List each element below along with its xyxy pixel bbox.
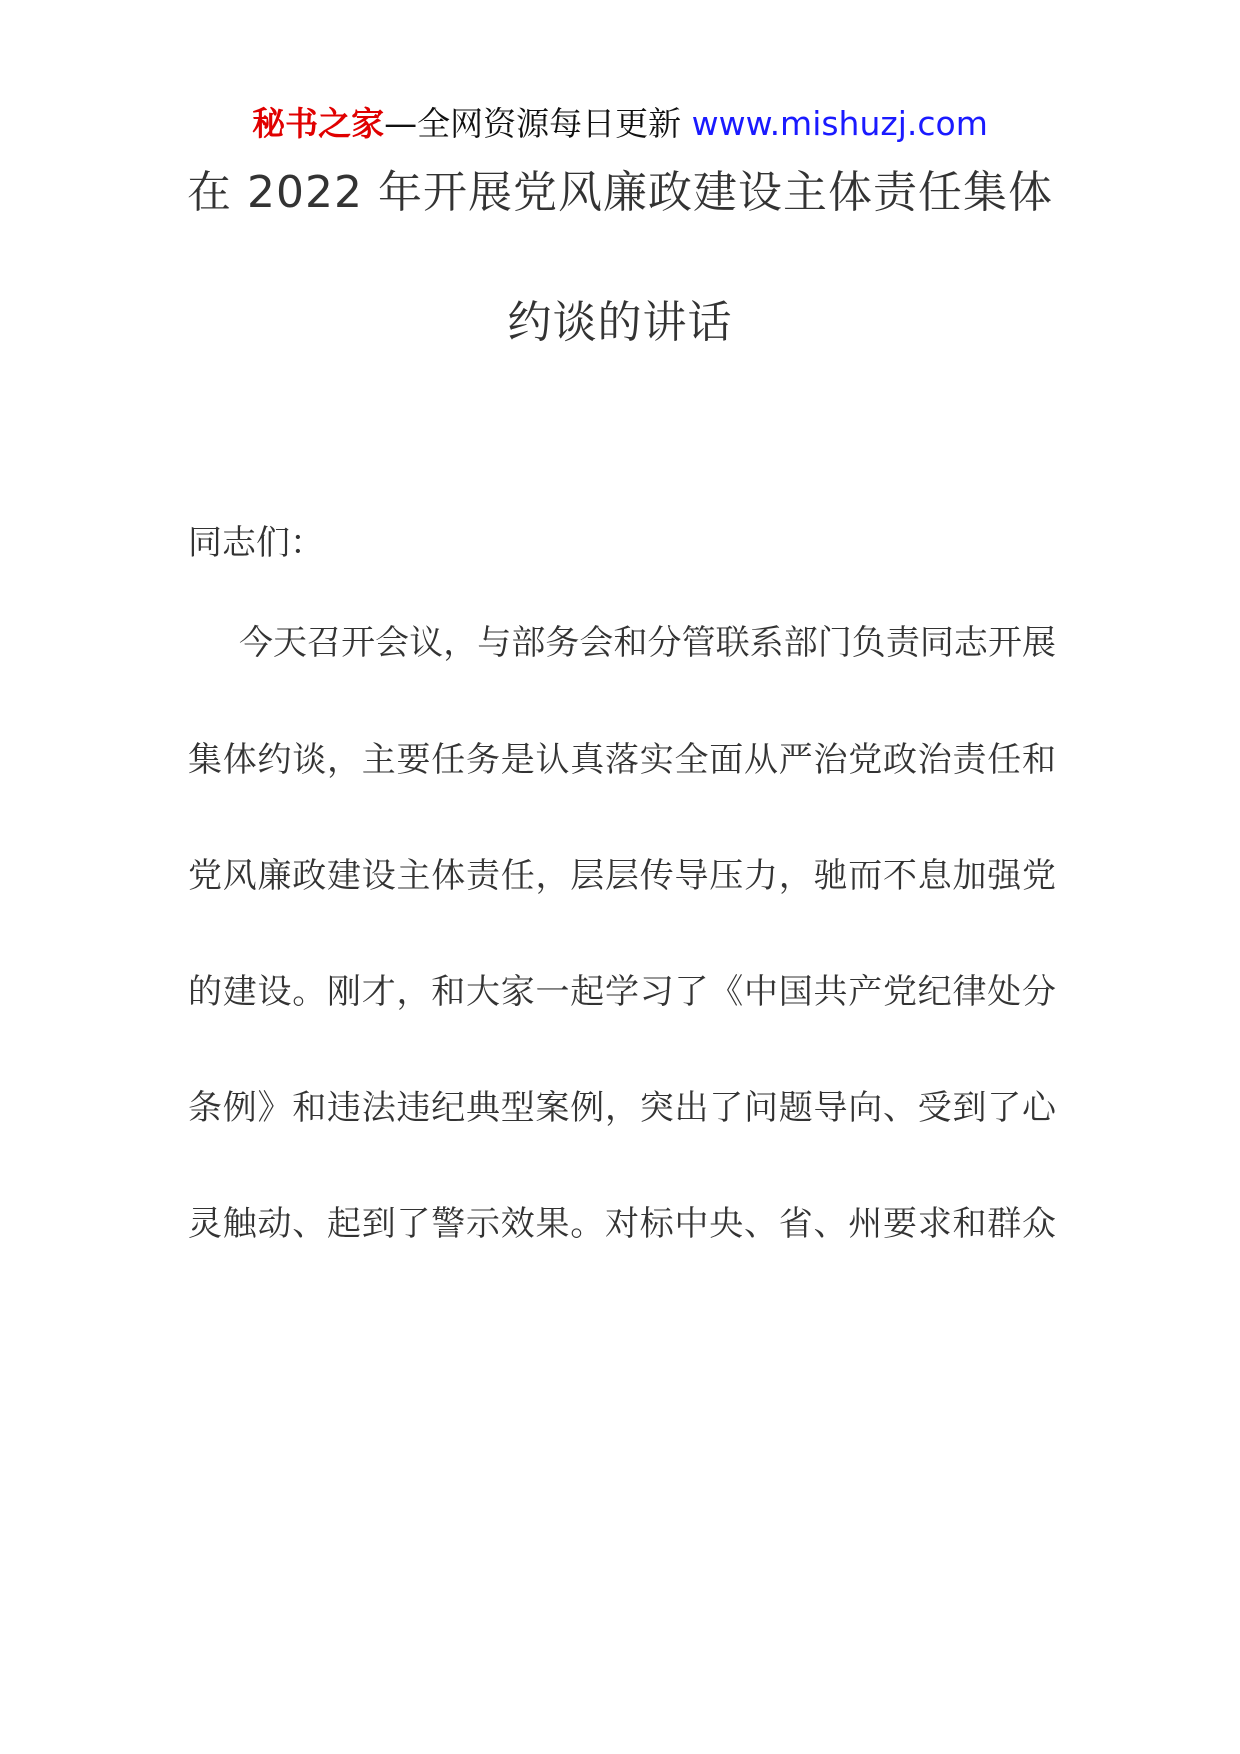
site-url-link[interactable]: www.mishuzj.com — [691, 104, 988, 143]
body-line-2: 集体约谈，主要任务是认真落实全面从严治党政治责任和 — [188, 740, 1056, 780]
body-line-5: 条例》和违法违纪典型案例，突出了问题导向、受到了心 — [188, 1088, 1056, 1128]
site-header — [0, 100, 1240, 148]
salutation: 同志们： — [188, 523, 324, 563]
body-line-3: 党风廉政建设主体责任，层层传导压力，驰而不息加强党 — [188, 856, 1056, 896]
body-line-4: 的建设。刚才，和大家一起学习了《中国共产党纪律处分 — [188, 972, 1056, 1012]
document-title-line-2: 约谈的讲话 — [507, 297, 733, 348]
site-tagline: —全网资源每日更新 — [384, 104, 682, 143]
document-title-line-1: 在 2022 年开展党风廉政建设主体责任集体 — [187, 167, 1053, 218]
site-brand: 秘书之家 — [252, 104, 385, 143]
body-line-1: 今天召开会议，与部务会和分管联系部门负责同志开展 — [239, 623, 1056, 663]
body-line-6: 灵触动、起到了警示效果。对标中央、省、州要求和群众 — [188, 1204, 1056, 1244]
